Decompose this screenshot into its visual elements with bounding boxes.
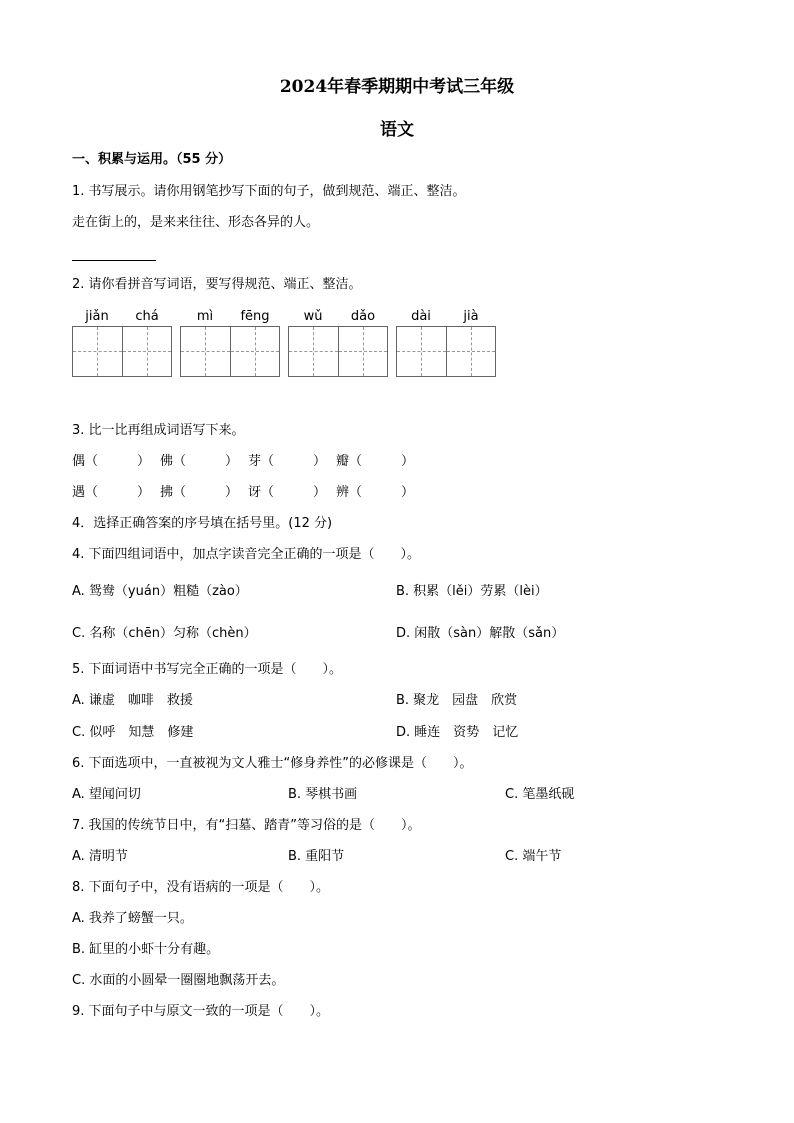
char-compare-item[interactable]: 讶（ ） [248, 485, 327, 500]
writing-cell[interactable] [73, 327, 122, 376]
q5-option-a[interactable]: A. 谦虚 咖啡 救援 [72, 693, 193, 708]
q4-prompt: 4. 下面四组词语中，加点字读音完全正确的一项是（ ）。 [72, 547, 421, 562]
q6-option-b[interactable]: B. 琴棋书画 [288, 787, 358, 802]
q3-row-1 [72, 453, 424, 471]
char-compare-item[interactable]: 佛（ ） [160, 454, 239, 469]
pinyin-label: wǔ [303, 309, 323, 324]
char-compare-item[interactable]: 遇（ ） [72, 485, 151, 500]
pinyin-label: dài [411, 309, 431, 324]
q7-prompt: 7. 我国的传统节日中，有“扫墓、踏青”等习俗的是（ ）。 [72, 818, 421, 833]
writing-cell[interactable] [122, 327, 171, 376]
writing-cell[interactable] [397, 327, 446, 376]
q4-group-prompt: 4．选择正确答案的序号填在括号里。(12 分) [72, 516, 333, 531]
q2-prompt: 2. 请你看拼音写词语，要写得规范、端正、整洁。 [72, 277, 362, 292]
exam-title: 2024年春季期期中考试三年级 [279, 77, 515, 97]
subject-title: 语文 [380, 120, 414, 140]
pinyin-group-2 [180, 308, 280, 377]
writing-cell[interactable] [338, 327, 387, 376]
q6-option-a[interactable]: A. 望闻问切 [72, 787, 141, 802]
writing-grid[interactable] [288, 326, 388, 377]
q4-option-b[interactable]: B. 积累（lěi）劳累（lèi） [396, 584, 548, 599]
pinyin-group-4 [396, 308, 496, 377]
writing-cell[interactable] [446, 327, 495, 376]
char-compare-item[interactable]: 芽（ ） [248, 454, 327, 469]
writing-grid[interactable] [72, 326, 172, 377]
pinyin-group-3 [288, 308, 388, 377]
pinyin-label: mì [196, 309, 214, 324]
q3-row-2 [72, 484, 424, 502]
char-compare-item[interactable]: 偶（ ） [72, 454, 151, 469]
char-compare-item[interactable]: 瓣（ ） [336, 454, 415, 469]
writing-cell[interactable] [289, 327, 338, 376]
writing-grid[interactable] [396, 326, 496, 377]
pinyin-label: jiǎn [85, 309, 109, 324]
q8-prompt: 8. 下面句子中，没有语病的一项是（ ）。 [72, 880, 330, 895]
q8-option-b[interactable]: B. 缸里的小虾十分有趣。 [72, 942, 220, 957]
q9-prompt: 9. 下面句子中与原文一致的一项是（ ）。 [72, 1004, 330, 1019]
q3-prompt: 3. 比一比再组成词语写下来。 [72, 423, 245, 438]
writing-cell[interactable] [181, 327, 230, 376]
q6-option-c[interactable]: C. 笔墨纸砚 [505, 787, 575, 802]
q7-option-c[interactable]: C. 端午节 [505, 849, 562, 864]
q4-option-d[interactable]: D. 闲散（sàn）解散（sǎn） [396, 626, 565, 641]
q1-sentence: 走在街上的，是来来往往、形态各异的人。 [72, 215, 320, 230]
q8-option-c[interactable]: C. 水面的小圆晕一圈圈地飘荡开去。 [72, 973, 285, 988]
pinyin-label: chá [135, 309, 159, 324]
writing-grid[interactable] [180, 326, 280, 377]
pinyin-label: jià [463, 309, 479, 324]
q1-answer-line[interactable] [72, 260, 156, 261]
char-compare-item[interactable]: 拂（ ） [160, 485, 239, 500]
q6-prompt: 6. 下面选项中，一直被视为文人雅士“修身养性”的必修课是（ ）。 [72, 756, 473, 771]
pinyin-group-1 [72, 308, 172, 377]
q5-option-d[interactable]: D. 睡连 资势 记忆 [396, 725, 519, 740]
section-heading: 一、积累与运用。（55 分） [72, 152, 232, 167]
q4-option-c[interactable]: C. 名称（chēn）匀称（chèn） [72, 626, 257, 641]
char-compare-item[interactable]: 辨（ ） [336, 485, 415, 500]
q7-option-b[interactable]: B. 重阳节 [288, 849, 345, 864]
q5-prompt: 5. 下面词语中书写完全正确的一项是（ ）。 [72, 662, 343, 677]
pinyin-label: fēng [240, 309, 270, 324]
writing-cell[interactable] [230, 327, 279, 376]
q7-option-a[interactable]: A. 清明节 [72, 849, 128, 864]
q8-option-a[interactable]: A. 我养了螃蟹一只。 [72, 911, 193, 926]
q4-option-a[interactable]: A. 鸳鸯（yuán）粗糙（zào） [72, 584, 248, 599]
q1-prompt: 1. 书写展示。请你用钢笔抄写下面的句子，做到规范、端正、整洁。 [72, 184, 466, 199]
pinyin-label: dǎo [350, 309, 376, 324]
q5-option-b[interactable]: B. 聚龙 园盘 欣赏 [396, 693, 518, 708]
q5-option-c[interactable]: C. 似呼 知慧 修建 [72, 725, 194, 740]
